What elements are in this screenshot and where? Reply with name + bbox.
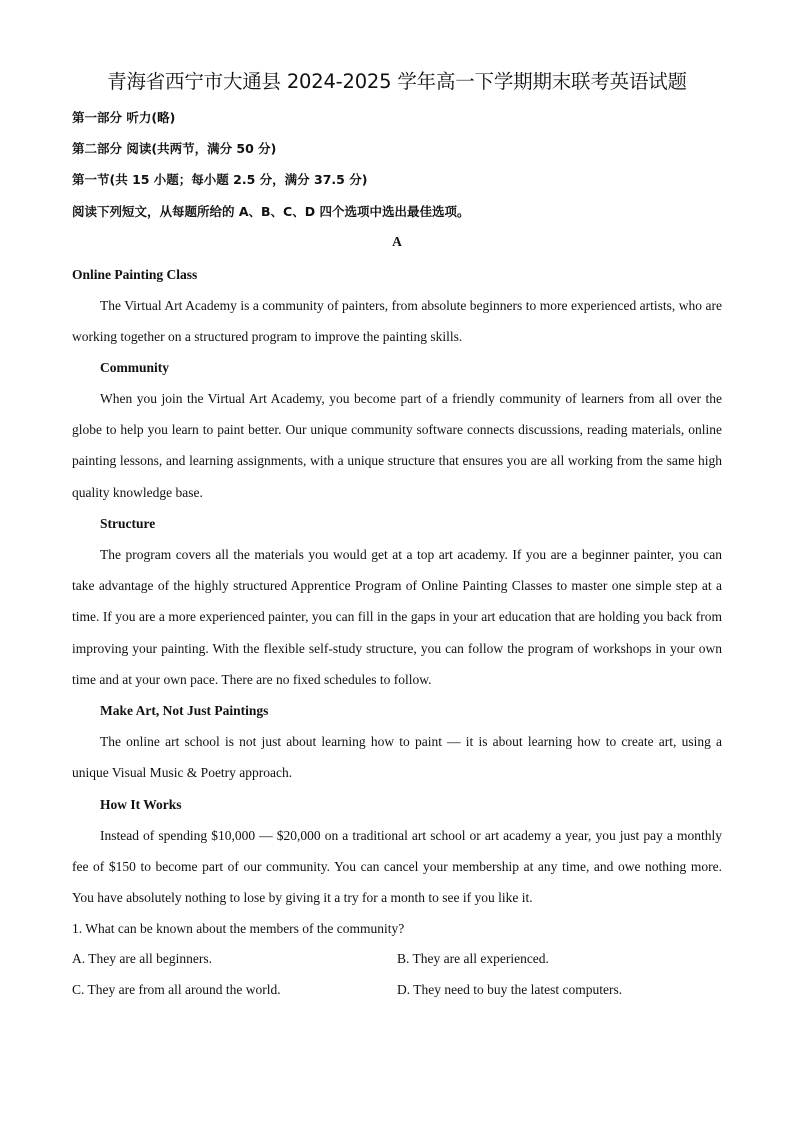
part-one-header: 第一部分 听力(略)	[72, 110, 176, 125]
question-stem: 1. What can be known about the members of the community?	[72, 921, 405, 936]
section-one-header: 第一节(共 15 小题；每小题 2.5 分，满分 37.5 分)	[72, 172, 368, 187]
exam-title: 青海省西宁市大通县 2024-2025 学年高一下学期期末联考英语试题	[107, 70, 687, 93]
option-d: D. They need to buy the latest computers.	[397, 982, 623, 997]
passage-intro: The Virtual Art Academy is a community of painters, from absolute beginners to more experienced artists, who are working together on a structured program to improve the painting skills.	[72, 298, 722, 345]
section-body-make-art: The online art school is not just about learning how to paint — it is about learning how to create art, using a unique Visual Music & Poetry approach.	[72, 734, 722, 781]
part-two-header: 第二部分 阅读(共两节，满分 50 分)	[72, 141, 277, 156]
section-heading-make-art: Make Art, Not Just Paintings	[100, 703, 269, 718]
section-heading-how-it-works: How It Works	[100, 797, 182, 812]
section-body-community: When you join the Virtual Art Academy, you become part of a friendly community of learners from all over the globe to help you learn to paint better. Our unique community software connects discussions, reading materials, online painting lessons, and learning assignments, with a unique structure that ensures you are all working from the same high quality knowledge base.	[72, 391, 722, 500]
option-b: B. They are all experienced.	[397, 951, 549, 966]
passage-letter: A	[392, 234, 402, 249]
option-a: A. They are all beginners.	[72, 951, 212, 966]
section-body-how-it-works: Instead of spending $10,000 — $20,000 on a traditional art school or art academy a year, you just pay a monthly fee of $150 to become part of our community. You can cancel your membership at any time, and owe nothing more. You have absolutely nothing to lose by giving it a try for a month to see if you like it.	[72, 828, 722, 906]
section-body-structure: The program covers all the materials you would get at a top art academy. If you are a beginner painter, you can take advantage of the highly structured Apprentice Program of Online Painting Classes to master one simple step at a time. If you are a more experienced painter, you can fill in the gaps in your art education that are holding you back from improving your painting. With the flexible self-study structure, you can follow the program of workshops in your own time and at your own pace. There are no fixed schedules to follow.	[72, 547, 722, 687]
option-c: C. They are from all around the world.	[72, 982, 281, 997]
section-heading-community: Community	[100, 360, 170, 375]
section-heading-structure: Structure	[100, 516, 156, 531]
passage-title: Online Painting Class	[72, 267, 198, 282]
reading-instruction: 阅读下列短文，从每题所给的 A、B、C、D 四个选项中选出最佳选项。	[72, 204, 470, 219]
